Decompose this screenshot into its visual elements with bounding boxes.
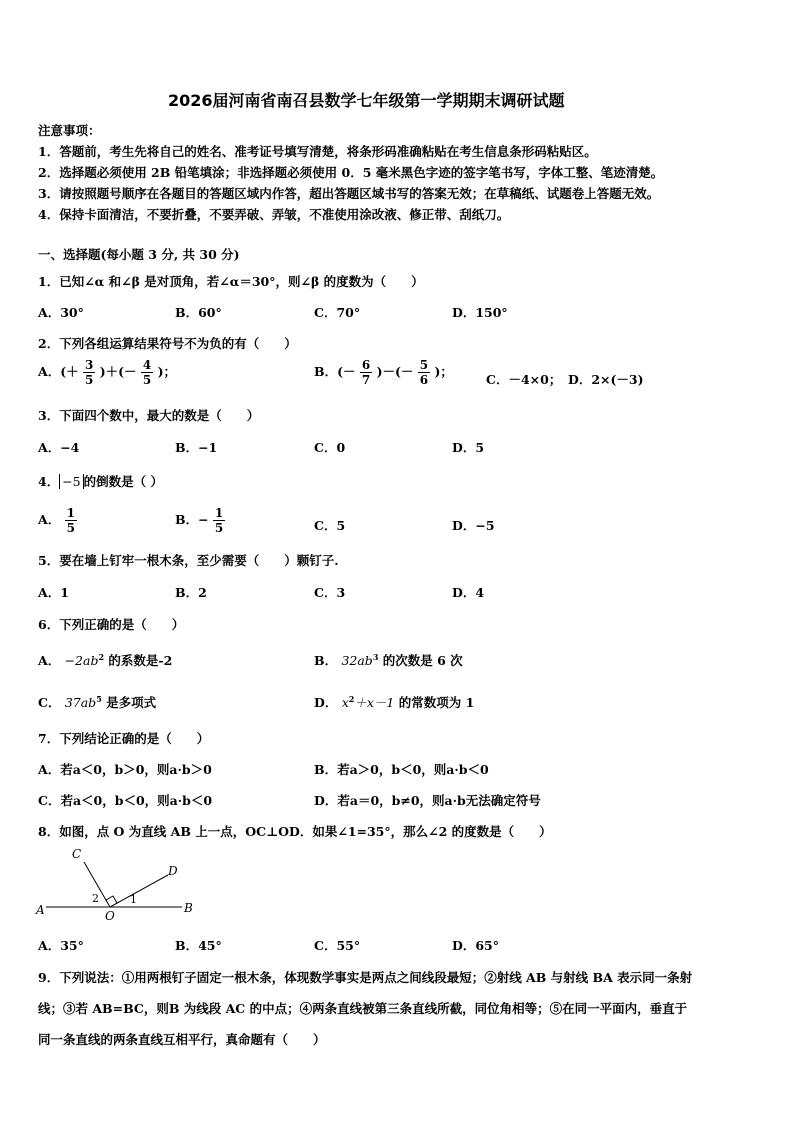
q2-b-fraction-2: $\frac{5}{6}$ xyxy=(419,358,429,387)
q2-option-b xyxy=(314,358,453,387)
q9-line-3: 同一条直线的两条直线互相平行，真命题有（ ） xyxy=(38,1032,326,1047)
q8-option-d: D．65° xyxy=(452,938,499,953)
q2-a-fraction-2: $\frac{4}{5}$ xyxy=(142,358,152,387)
q6-option-b xyxy=(314,651,463,669)
q6-option-a xyxy=(38,651,172,669)
q6-a-label: A． xyxy=(38,653,61,668)
q6-stem: 6．下列正确的是（ ） xyxy=(38,617,185,632)
q2-option-a xyxy=(38,358,176,387)
q4-option-b xyxy=(175,506,225,535)
q9-line-1: 9．下列说法：①用两根钉子固定一根木条，体现数学事实是两点之间线段最短；②射线 AB 与射线 BA 表示同一条射 xyxy=(38,970,693,985)
q6-c-expression: 37ab xyxy=(64,695,97,710)
q1-option-d: D．150° xyxy=(452,305,508,320)
ray-od xyxy=(110,875,168,907)
q1-option-b: B．60° xyxy=(175,305,222,320)
label-b: B xyxy=(184,901,193,915)
q4-stem-text: 的倒数是（ ） xyxy=(83,474,163,489)
angle-1-label: 1 xyxy=(130,893,137,906)
notice-heading: 注意事项： xyxy=(38,123,101,138)
label-d: D xyxy=(168,864,178,878)
q3-option-d: D．5 xyxy=(452,440,485,455)
q2-b-middle: )－(－ xyxy=(376,364,414,379)
q2-b-fraction-1: $\frac{6}{7}$ xyxy=(361,358,371,387)
angle-2-label: 2 xyxy=(92,892,99,905)
q6-a-exponent: 2 xyxy=(98,651,105,662)
q5-option-c: C．3 xyxy=(314,585,346,600)
q4-a-label: A． xyxy=(38,512,61,527)
q6-d-expression: x xyxy=(341,695,349,710)
q3-option-c: C．0 xyxy=(314,440,346,455)
q5-option-b: B．2 xyxy=(175,585,207,600)
q6-d-exponent: 2 xyxy=(348,693,355,704)
q2-option-c: C．－4×0； xyxy=(486,372,562,387)
q6-d-expression-rest: ＋x－1 xyxy=(354,695,395,710)
q8-option-a: A．35° xyxy=(38,938,84,953)
notice-item-2: 2．选择题必须使用 2B 铅笔填涂；非选择题必须使用 0．5 毫米黑色字迹的签字笔书写，字体工整、笔迹清楚。 xyxy=(38,165,664,180)
q2-a-suffix: )； xyxy=(157,364,177,379)
q2-option-d: D．2×(－3) xyxy=(568,372,644,387)
q7-option-c: C．若a＜0，b＜0，则a·b＜0 xyxy=(38,793,213,808)
q4-stem xyxy=(38,472,163,490)
q6-b-label: B． xyxy=(314,653,338,668)
q4-option-d: D．−5 xyxy=(452,518,495,533)
q4-option-c: C．5 xyxy=(314,518,346,533)
q4-option-a xyxy=(38,506,77,535)
q8-option-b: B．45° xyxy=(175,938,222,953)
q6-option-d xyxy=(314,693,474,711)
q5-option-d: D．4 xyxy=(452,585,485,600)
q2-a-middle: )＋(－ xyxy=(99,364,137,379)
q7-option-d: D．若a＝0，b≠0，则a·b无法确定符号 xyxy=(314,793,541,808)
q6-option-c xyxy=(38,693,156,711)
q6-d-label: D． xyxy=(314,695,338,710)
q6-b-exponent: 3 xyxy=(372,651,379,662)
page-title: 2026届河南省南召县数学七年级第一学期期末调研试题 xyxy=(168,91,565,110)
q5-stem: 5．要在墙上钉牢一根木条，至少需要（ ）颗钉子. xyxy=(38,553,339,568)
label-a: A xyxy=(36,903,45,917)
q4-a-fraction: $\frac{1}{5}$ xyxy=(66,506,75,535)
section-heading: 一、选择题(每小题 3 分, 共 30 分) xyxy=(38,247,240,262)
q2-b-prefix: B．(－ xyxy=(314,364,356,379)
q3-option-b: B．−1 xyxy=(175,440,218,455)
q3-stem: 3．下面四个数中，最大的数是（ ） xyxy=(38,408,260,423)
notice-item-4: 4．保持卡面清洁，不要折叠，不要弄破、弄皱，不准使用涂改液、修正带、刮纸刀。 xyxy=(38,207,510,222)
q1-stem: 1．已知∠α 和∠β 是对顶角，若∠α＝30°，则∠β 的度数为（ ） xyxy=(38,274,424,289)
q7-option-a: A．若a＜0，b＞0，则a·b＞0 xyxy=(38,762,212,777)
q7-stem: 7．下列结论正确的是（ ） xyxy=(38,731,210,746)
q2-stem: 2．下列各组运算结果符号不为负的有（ ） xyxy=(38,336,297,351)
notice-item-3: 3．请按照题号顺序在各题目的答题区域内作答，超出答题区域书写的答案无效；在草稿纸、试题卷上答题无效。 xyxy=(38,186,660,201)
q9-line-2: 线；③若 AB=BC，则B 为线段 AC 的中点；④两条直线被第三条直线所截，同位角相等；⑤在同一平面内，垂直于 xyxy=(38,1001,688,1016)
q6-c-text: 是多项式 xyxy=(106,695,157,710)
q6-b-text: 的次数是 6 次 xyxy=(382,653,463,668)
q4-b-fraction: $\frac{1}{5}$ xyxy=(214,506,224,535)
q5-option-a: A．1 xyxy=(38,585,69,600)
q8-stem: 8．如图，点 O 为直线 AB 上一点，OC⊥OD．如果∠1=35°，那么∠2 的度数是（ ） xyxy=(38,824,552,839)
q6-c-exponent: 5 xyxy=(96,693,102,704)
q3-option-a: A．−4 xyxy=(38,440,80,455)
label-c: C xyxy=(72,847,82,861)
q6-b-expression: 32ab xyxy=(341,653,373,668)
q1-option-c: C．70° xyxy=(314,305,361,320)
q4-b-label: B．− xyxy=(175,512,209,527)
q6-d-text: 的常数项为 1 xyxy=(398,695,475,710)
notice-item-1: 1．答题前，考生先将自己的姓名、准考证号填写清楚，将条形码准确粘贴在考生信息条形码粘贴区。 xyxy=(38,144,597,159)
q4-absolute-value: −5 xyxy=(59,474,83,489)
q6-a-expression: −2ab xyxy=(64,653,99,668)
q6-c-label: C． xyxy=(38,695,61,710)
label-o: O xyxy=(105,909,115,923)
q4-number: 4． xyxy=(38,474,60,489)
q2-b-suffix: )； xyxy=(434,364,453,379)
q7-option-b: B．若a＞0，b＜0，则a·b＜0 xyxy=(314,762,489,777)
q8-option-c: C．55° xyxy=(314,938,361,953)
q2-a-fraction-1: $\frac{3}{5}$ xyxy=(84,358,94,387)
q2-a-prefix: A．(＋ xyxy=(38,364,79,379)
q6-a-text: 的系数是-2 xyxy=(108,653,173,668)
q1-option-a: A．30° xyxy=(38,305,84,320)
q8-figure xyxy=(34,842,204,924)
